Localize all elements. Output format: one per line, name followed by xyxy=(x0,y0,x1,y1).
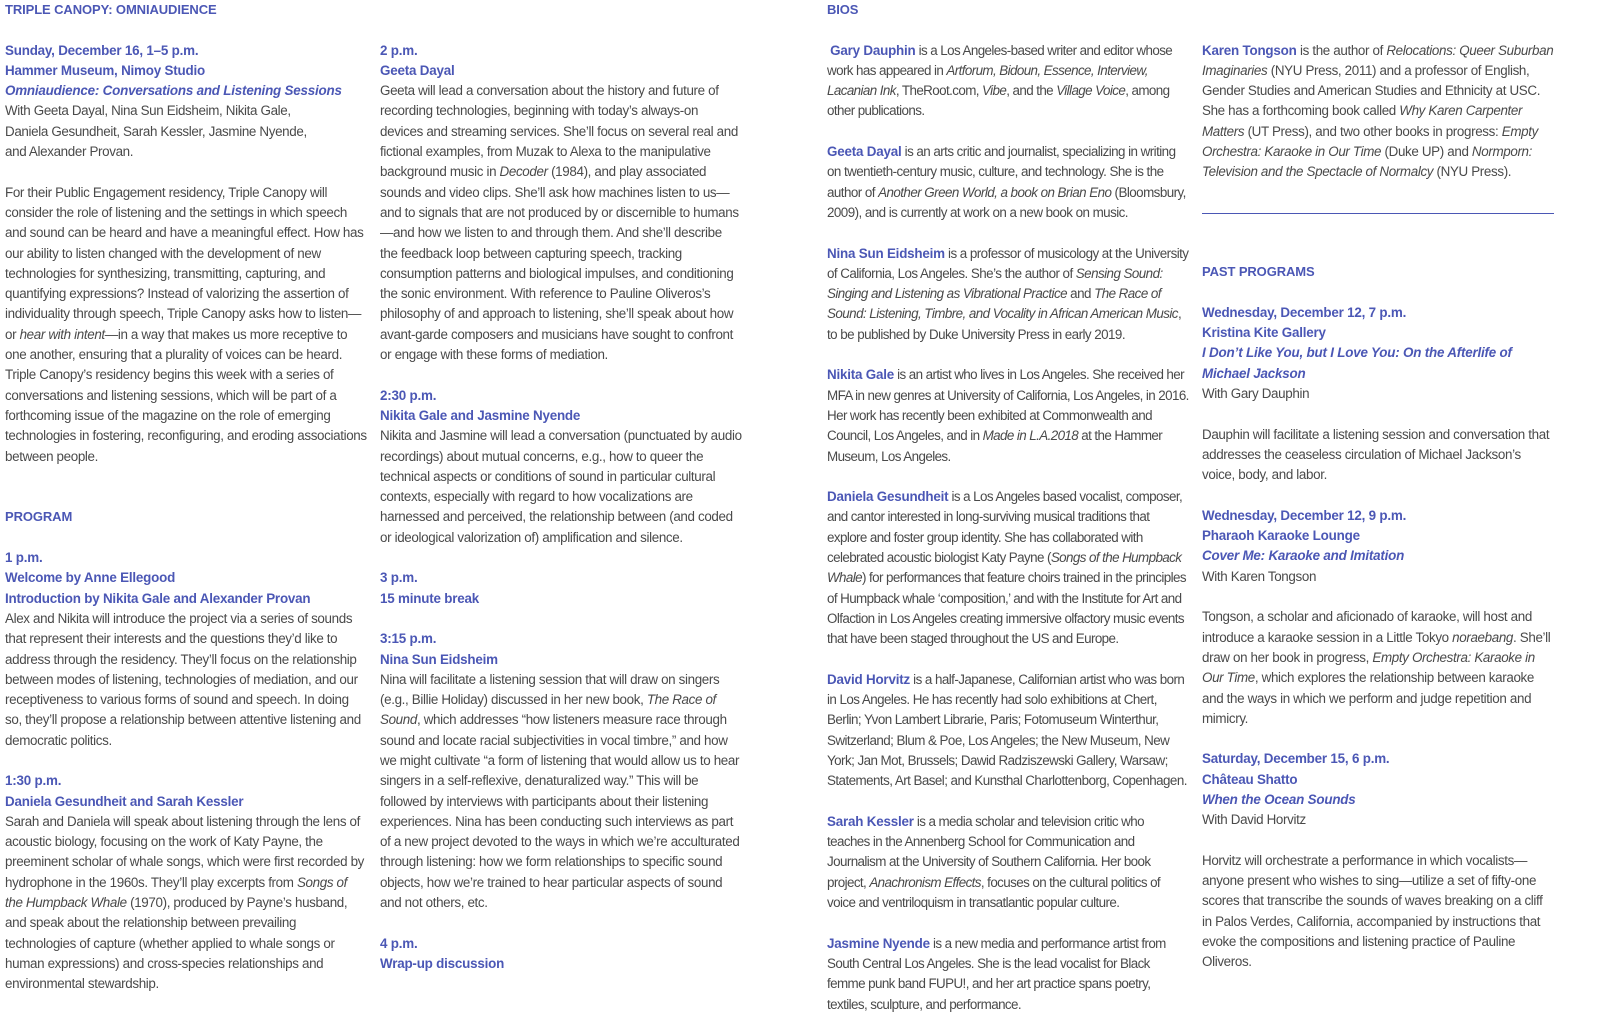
program-time: 1:30 p.m. xyxy=(5,773,62,789)
program-time: 3 p.m. xyxy=(380,570,418,586)
bio-sarah-kessler xyxy=(827,812,1189,913)
program-time: 2:30 p.m. xyxy=(380,387,437,403)
bio-text: (UT Press), and two other books in progress: xyxy=(1244,123,1502,139)
program-description: Alex and Nikita will introduce the project via a series of sounds that represent their interests and the questions they’d like to address through the residency. They’ll focus on the relationship between modes of listening, technologies of mediation, and our receptiveness to various forms of sound and speech. In doing so, they’ll propose a relationship between attentive listening and democratic politics. xyxy=(5,610,361,748)
section-header-program: PROGRAM xyxy=(5,509,73,525)
bio-text: is a professor of musicology at the University of California, Los Angeles. She’s the author of xyxy=(827,245,1189,281)
section-header-past-programs: PAST PROGRAMS xyxy=(1202,264,1315,280)
program-title: Geeta Dayal xyxy=(380,62,455,78)
section-divider xyxy=(1202,213,1554,214)
past-event-description: Horvitz will orchestrate a performance in which vocalists—anyone present who wishes to sing—utilize a set of fifty-one scores that transcribe the sounds of waves breaking on a cliff in Palos Verdes, California, accompanied by instructions that evoke the compositions and listening practice of Pauline Oliveros. xyxy=(1202,852,1543,970)
past-event-title: I Don’t Like You, but I Love You: On the Afterlife of Michael Jackson xyxy=(1202,345,1512,381)
past-event-italic: noraebang xyxy=(1452,629,1514,645)
bio-italic: Why Karen Carpenter Matters xyxy=(1202,103,1523,139)
program-time: 4 p.m. xyxy=(380,935,418,951)
program-title: Nikita Gale and Jasmine Nyende xyxy=(380,407,581,423)
intro-text: —in a way that makes us more receptive to one another, ensuring that a plurality of voices can be heard. Triple Canopy’s residency begins this week with a series of conversations and listening sessions, which will be part of a forthcoming issue of the magazine on the role of emerging technologies in fostering, reconfiguring, and eroding associations between people. xyxy=(5,326,367,464)
bio-italic: Vibe xyxy=(982,83,1007,99)
event-venue: Hammer Museum, Nimoy Studio xyxy=(5,62,205,78)
bio-jasmine-nyende xyxy=(827,934,1189,1015)
bio-name: Karen Tongson xyxy=(1202,42,1297,58)
bio-text: is a Los Angeles based vocalist, composer, and cantor interested in long-surviving musical traditions that explore and foster group identity. She has collaborated with celebrated acoustic biologist Katy Payne ( xyxy=(827,489,1183,566)
past-event-title: Cover Me: Karaoke and Imitation xyxy=(1202,548,1405,564)
section-header-bios: BIOS xyxy=(827,2,859,17)
bio-italic: Artforum, Bidoun, Essence, Interview, Lacanian Ink xyxy=(827,62,1148,99)
program-text: Geeta will lead a conversation about the history and future of recording technologies, beginning with today’s always-on devices and streaming services. She’ll focus on several real and fictional examples, from Muzak to Alexa to the manipulative background music in xyxy=(380,83,738,180)
bio-text: is a new media and performance artist from South Central Los Angeles. She is the lead vocalist for Black femme punk band FUPU!, and her art practice spans poetry, textiles, sculpture, and performance. xyxy=(827,935,1166,1012)
bio-italic: Songs of the Humpback Whale xyxy=(827,550,1182,586)
past-event-with: With David Horvitz xyxy=(1202,812,1306,828)
program-time: 2 p.m. xyxy=(380,42,418,58)
bio-italic: Empty Orchestra: Karaoke in Our Time xyxy=(1202,123,1538,160)
program-time: 1 p.m. xyxy=(5,550,43,566)
bio-text: , to be published by Duke University Press in early 2019. xyxy=(827,306,1182,342)
past-event-venue: Pharaoh Karaoke Lounge xyxy=(1202,528,1360,544)
program-italic: Decoder xyxy=(499,164,548,180)
event-date: Sunday, December 16, 1–5 p.m. xyxy=(5,42,199,58)
program-title: 15 minute break xyxy=(380,590,479,606)
bio-name: Nina Sun Eidsheim xyxy=(827,245,945,261)
participants-line: and Alexander Provan. xyxy=(5,144,134,160)
bio-karen-tongson xyxy=(1202,41,1554,183)
bio-gary-dauphin xyxy=(827,41,1189,122)
program-text: (1984), and play associated sounds and video clips. She’ll ask how machines listen to us—and to signals that are not produced by or discernible to humans—and how we listen to and through them. And she’ll describe the feedback loop between capturing speech, tracking consumption patterns and biological impulses, and conditioning the sonic environment. With reference to Pauline Oliveros’s philosophy of and approach to listening, she’ll speak about how avant-garde composers and musicians have sought to confront or engage with these forms of mediation. xyxy=(380,164,739,363)
program-text: (1970), produced by Payne’s husband, and speak about the relationship between prevailing technologies of capture (whether applied to whale songs or human expressions) and cross-species relationships and environmental stewardship. xyxy=(5,895,348,992)
past-event-with: With Karen Tongson xyxy=(1202,568,1317,584)
bio-geeta-dayal xyxy=(827,142,1189,223)
bio-name: Jasmine Nyende xyxy=(827,935,930,951)
bio-nikita-gale xyxy=(827,365,1189,466)
program-italic: The Race of Sound xyxy=(380,692,716,728)
bio-text: , TheRoot.com, xyxy=(895,83,983,99)
event-title: Omniaudience: Conversations and Listening Sessions xyxy=(5,83,342,99)
past-event-venue: Château Shatto xyxy=(1202,771,1298,787)
bio-text: (NYU Press, 2011) and a professor of English, Gender Studies and American Studies and Ethnicity at USC. She has a forthcoming book called xyxy=(1202,62,1541,119)
past-event-title: When the Ocean Sounds xyxy=(1202,791,1356,807)
past-event-text: , which explores the relationship between karaoke and the ways in which we perform and judge repetition and mimicry. xyxy=(1202,670,1534,726)
bio-daniela-gesundheit xyxy=(827,487,1189,649)
bio-text: ) for performances that feature choirs trained in the principles of Humpback whale ‘composition,’ and with the Institute for Art and Olfaction in Los Angeles creating immersive olfactory music events that have been staged throughout the US and Europe. xyxy=(827,570,1186,647)
program-time: 3:15 p.m. xyxy=(380,631,437,647)
bio-text: is a media scholar and television critic who teaches in the Annenberg School for Communication and Journalism at the University of Southern California. Her book project, xyxy=(827,813,1151,890)
bio-text: , focuses on the cultural politics of voice and ventriloquism in transatlantic popular culture. xyxy=(827,874,1161,911)
bio-text: is the author of xyxy=(1296,42,1387,58)
past-event-text: . She’ll draw on her book in progress, xyxy=(1202,629,1551,665)
past-event-description xyxy=(1202,607,1554,729)
bio-text: at the Hammer Museum, Los Angeles. xyxy=(827,428,1163,464)
program-italic: Songs of the Humpback Whale xyxy=(5,874,348,911)
program-description xyxy=(380,81,742,365)
program-description: Nikita and Jasmine will lead a conversation (punctuated by audio recordings) about mutual concerns, e.g., how to queer the technical aspects or conditions of sound in particular cultural contexts, especially with regard to how vocalizations are harnessed and perceived, the relationship between (and coded or ideological valorization of) amplification and silence. xyxy=(380,428,742,545)
program-text: , which addresses “how listeners measure race through sound and locate racial subjectivities in vocal timbre,” and how we might cultivate “a form of listening that would allow us to hear singers in a self-reflexive, denaturalized way.” This will be followed by interviews with participants about their listening experiences. Nina has been conducting such interviews as part of a new project devoted to the ways in which we’re acculturated through listening: how we form relationships to specific sound objects, how we’re trained to hear particular aspects of sound and not others, etc. xyxy=(380,712,740,911)
past-event-venue: Kristina Kite Gallery xyxy=(1202,325,1326,341)
participants-line: With Geeta Dayal, Nina Sun Eidsheim, Nikita Gale, xyxy=(5,103,291,119)
bio-name: Gary Dauphin xyxy=(830,42,916,58)
program-description xyxy=(5,812,367,995)
column-bios-past-programs xyxy=(1202,0,1554,973)
bio-text: is an arts critic and journalist, specializing in writing on twentieth-century music, culture, and technology. She is the author of xyxy=(827,144,1176,200)
program-text: Nina will facilitate a listening session that will draw on singers (e.g., Billie Holiday) discussed in her new book, xyxy=(380,671,720,708)
bio-name: David Horvitz xyxy=(827,671,910,687)
bio-text: (Duke UP) and xyxy=(1381,144,1472,160)
past-event-date: Wednesday, December 12, 7 p.m. xyxy=(1202,304,1407,320)
bio-italic: Sensing Sound: Singing and Listening as Vibrational Practice xyxy=(827,265,1163,302)
past-event-date: Saturday, December 15, 6 p.m. xyxy=(1202,751,1390,767)
past-event-description: Dauphin will facilitate a listening session and conversation that addresses the ceaseless circulation of Michael Jackson’s voice, body, and labor. xyxy=(1202,426,1550,483)
program-title: Nina Sun Eidsheim xyxy=(380,651,498,667)
section-header-triple-canopy: TRIPLE CANOPY: OMNIAUDIENCE xyxy=(5,2,217,17)
bio-text: is an artist who lives in Los Angeles. She received her MFA in new genres at University of California, Los Angeles, in 2016. Her work has recently been exhibited at Commonwealth and Council, Los Angeles, and in xyxy=(827,367,1189,444)
column-bios xyxy=(827,0,1189,1015)
program-title: Wrap-up discussion xyxy=(380,955,505,971)
program-title: Daniela Gesundheit and Sarah Kessler xyxy=(5,793,244,809)
program-description xyxy=(380,670,742,914)
bio-italic: Made in L.A.2018 xyxy=(982,428,1079,444)
bio-text: is a Los Angeles-based writer and editor whose work has appeared in xyxy=(827,42,1173,78)
intro-text: For their Public Engagement residency, Triple Canopy will consider the role of listening and the settings in which speech and sound can be heard and have a meaningful effect. How has our ability to listen changed with the development of new technologies for synthesizing, transmitting, capturing, and quantifying expressions? Instead of valorizing the assertion of individuality through speech, Triple Canopy asks how to listen—or xyxy=(5,184,364,342)
bio-nina-sun-eidsheim xyxy=(827,244,1189,345)
bio-italic: Relocations: Queer Suburban Imaginaries xyxy=(1202,42,1554,78)
bio-name: Nikita Gale xyxy=(827,367,895,383)
bio-text: (NYU Press). xyxy=(1433,164,1512,180)
past-event-italic: Empty Orchestra: Karaoke in Our Time xyxy=(1202,649,1535,686)
program-text: Sarah and Daniela will speak about listening through the lens of acoustic biology, focusing on the work of Katy Payne, the preeminent scholar of whale songs, which were first recorded by hydrophone in the 1960s. They’ll play excerpts from xyxy=(5,813,365,890)
bio-text: is a half-Japanese, Californian artist who was born in Los Angeles. He has recently had solo exhibitions at Chert, Berlin; Yvon Lambert Librarie, Paris; Fotomuseum Winterthur, Switzerland; Blum & Poe, Los Angeles; the New Museum, New York; Jan Mot, Brussels; Dawid Radziszewski Gallery, Warsaw; Statements, Art Basel; and Kunsthal Charlottenborg, Copenhagen. xyxy=(827,671,1187,789)
intro-paragraph xyxy=(5,183,367,467)
bio-italic: The Race of Sound: Listening, Timbre, and Vocality in African American Music xyxy=(827,286,1178,322)
bio-italic: Normporn: Television and the Spectacle of Normalcy xyxy=(1202,144,1533,180)
column-program-cont xyxy=(380,0,742,974)
column-intro-program xyxy=(5,0,367,995)
bio-italic: Anachronism Effects xyxy=(869,874,981,890)
bio-name: Daniela Gesundheit xyxy=(827,489,949,505)
bio-italic: Village Voice xyxy=(1056,83,1126,99)
past-event-text: Tongson, a scholar and aficionado of karaoke, will host and introduce a karaoke session in a Little Tokyo xyxy=(1202,609,1532,645)
bio-text: , among other publications. xyxy=(827,83,1170,119)
program-title: Introduction by Nikita Gale and Alexander Provan xyxy=(5,590,311,606)
bio-name: Sarah Kessler xyxy=(827,813,914,829)
program-title: Welcome by Anne Ellegood xyxy=(5,570,176,586)
bio-text: and xyxy=(1067,286,1095,302)
past-event-with: With Gary Dauphin xyxy=(1202,386,1310,402)
bio-text: (Bloomsbury, 2009), and is currently at work on a new book on music. xyxy=(827,184,1186,220)
participants xyxy=(5,101,367,162)
intro-italic: hear with intent xyxy=(19,326,105,342)
bio-italic: Another Green World, a book on Brian Eno xyxy=(878,184,1112,200)
past-event-date: Wednesday, December 12, 9 p.m. xyxy=(1202,507,1407,523)
participants-line: Daniela Gesundheit, Sarah Kessler, Jasmine Nyende, xyxy=(5,123,307,139)
bio-text: , and the xyxy=(1006,83,1057,99)
bio-david-horvitz xyxy=(827,670,1189,792)
bio-name: Geeta Dayal xyxy=(827,144,902,160)
